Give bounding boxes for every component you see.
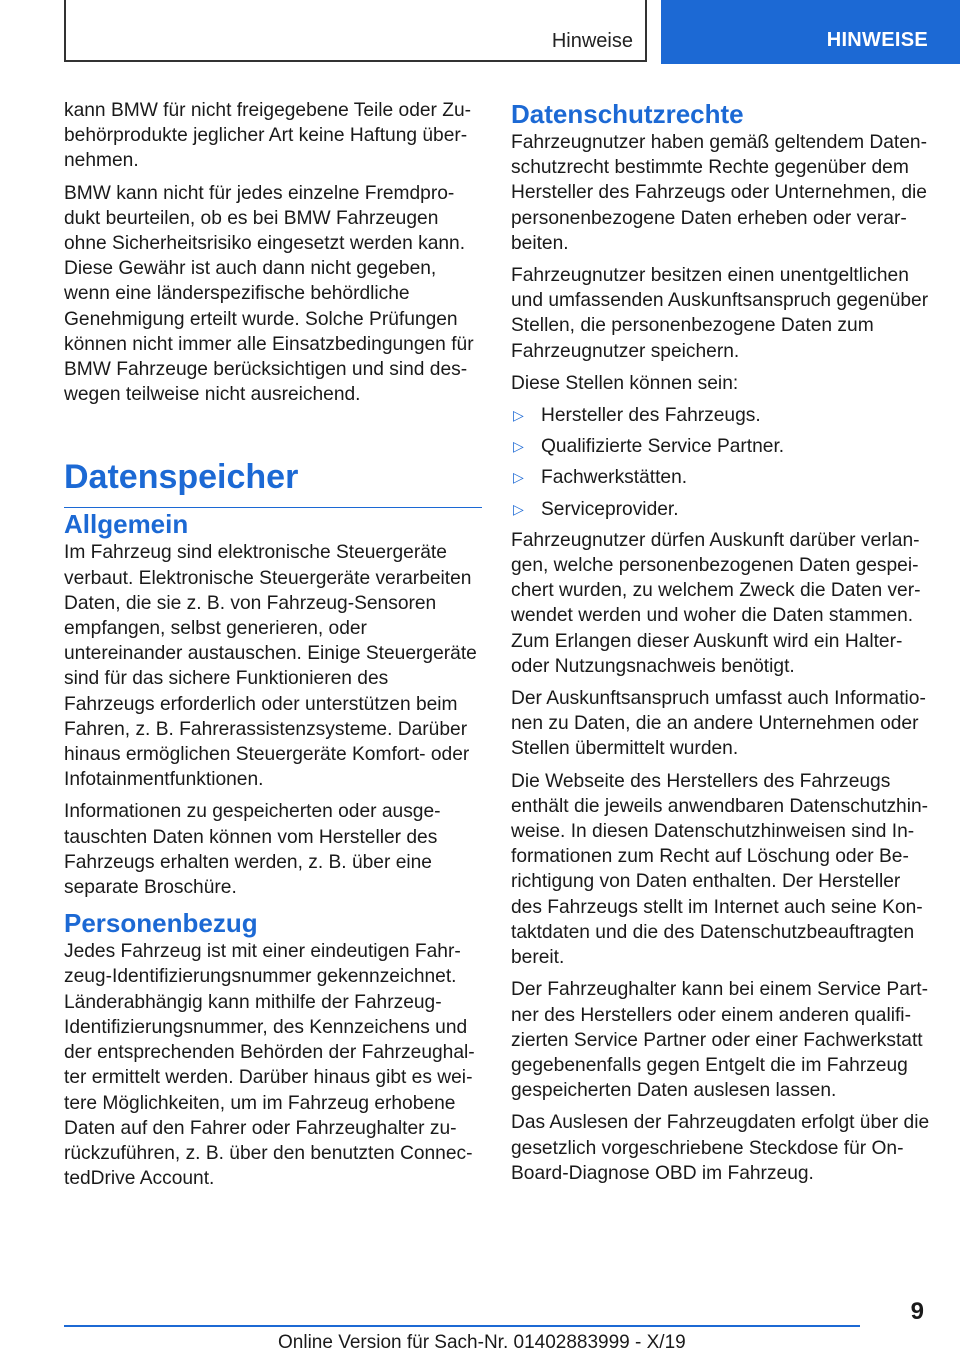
triangle-bullet-icon: ▷ — [513, 469, 524, 486]
body-paragraph: Der Fahrzeughalter kann bei einem Service Partner des Herstellers oder einem anderen qualifizierten Service Partner oder einer Fachwerkstatt gegebenenfalls gegen Entgelt die im Fahrzeug gespeicherten Daten auslesen lassen. — [511, 979, 928, 1102]
intro-paragraph: BMW kann nicht für jedes einzelne Fremdprodukt beurteilen, ob es bei BMW Fahrzeugen ohne Sicherheitsrisiko eingesetzt werden kann. Diese Gewähr ist auch dann nicht gegeben, wenn eine länderspezifische behördliche Genehmigung erteilt wurde. Solche Prüfungen können nicht immer alle Einsatzbedingungen für BMW Fahrzeuge berücksichtigen und sind deswegen teilweise nicht ausreichend. — [64, 182, 474, 406]
footer-version-text: Online Version für Sach-Nr. 01402883999 - X/19 — [278, 1332, 686, 1353]
list-item-text: Hersteller des Fahrzeugs. — [541, 405, 761, 427]
list-item-text: Serviceprovider. — [541, 498, 679, 520]
intro-paragraph: kann BMW für nicht freigegebene Teile oder Zubehörprodukte jeglicher Art keine Haftung übernehmen. — [64, 100, 472, 172]
body-paragraph: Diese Stellen können sein: — [511, 372, 739, 394]
list-item-text: Fachwerkstätten. — [541, 467, 688, 489]
stellen-list — [511, 403, 931, 522]
body-paragraph: Im Fahrzeug sind elektronische Steuergeräte verbaut. Elektronische Steuergeräte verarbeiten Daten, die sie z. B. von Fahrzeug-Sensoren empfangen, selbst generieren, oder untereinander austauschen. Einige Steuergeräte sind für das sichere Funktionieren des Fahrzeugs erforderlich oder unterstützen beim Fahren, z. B. Fahrerassistenzsysteme. Darüber hinaus ermöglichen Steuergeräte Komfort- oder Infotainmentfunktionen. — [64, 542, 477, 791]
section-heading-datenschutzrechte: Datenschutzrechte — [511, 99, 744, 129]
list-item-text: Qualifizierte Service Partner. — [541, 436, 785, 458]
body-paragraph: Das Auslesen der Fahrzeugdaten erfolgt über die gesetzlich vorgeschriebene Steckdose für On-Board-Diagnose OBD im Fahrzeug. — [511, 1112, 930, 1184]
header-chapter-tab — [661, 0, 960, 64]
body-paragraph: Die Webseite des Herstellers des Fahrzeugs enthält die jeweils anwendbaren Datenschutzhinweise. In diesen Datenschutzhinweisen sind Informationen zum Recht auf Löschung oder Berichtigung von Daten enthalten. Der Hersteller des Fahrzeugs stellt im Internet auch seine Kontaktdaten und die des Datenschutzbeauftragten bereit. — [511, 770, 929, 969]
left-column — [64, 98, 482, 1198]
header-section-label: Hinweise — [551, 30, 633, 52]
body-paragraph: Jedes Fahrzeug ist mit einer eindeutigen Fahrzeug-Identifizierungsnummer gekennzeichnet. Länderabhängig kann mithilfe der Fahrzeug-Identifizierungsnummer, des Kennzeichens und der entsprechenden Behörden der Fahrzeughalter ermittelt werden. Darüber hinaus gibt es weitere Möglichkeiten, um im Fahrzeug erhobene Daten auf den Fahrer oder Fahrzeughalter zurückzuführen, z. B. über den benutzten ConnectedDrive Account. — [64, 941, 475, 1190]
section-heading-personenbezug: Personenbezug — [64, 908, 258, 939]
header-section-box — [64, 0, 647, 62]
list-item — [511, 403, 931, 428]
body-paragraph: Informationen zu gespeicherten oder ausgetauschten Daten können vom Hersteller des Fahrzeugs erhalten werden, z. B. über eine separate Broschüre. — [64, 801, 441, 899]
triangle-bullet-icon: ▷ — [513, 407, 524, 424]
header-chapter-label: HINWEISE — [826, 29, 928, 51]
triangle-bullet-icon: ▷ — [513, 438, 524, 455]
section-heading-allgemein: Allgemein — [64, 509, 189, 540]
chapter-title: Datenspeicher — [64, 457, 482, 508]
body-paragraph: Fahrzeugnutzer haben gemäß geltendem Datenschutzrecht bestimmte Rechte gegenüber dem Hersteller des Fahrzeugs oder Unternehmen, die personenbezogene Daten erheben oder verarbeiten. — [511, 132, 927, 254]
body-paragraph: Fahrzeugnutzer besitzen einen unentgeltlichen und umfassenden Auskunftsanspruch gegenüber Stellen, die personenbezogene Daten zum Fahrzeugnutzer speichern. — [511, 265, 929, 362]
body-paragraph: Der Auskunftsanspruch umfasst auch Informationen zu Daten, die an andere Unternehmen oder Stellen übermittelt wurden. — [511, 688, 926, 760]
triangle-bullet-icon: ▷ — [513, 500, 524, 517]
list-item — [511, 497, 931, 522]
right-column — [511, 98, 931, 1193]
list-item — [511, 465, 931, 490]
footer-divider — [64, 1325, 860, 1327]
body-paragraph: Fahrzeugnutzer dürfen Auskunft darüber verlangen, welche personenbezogenen Daten gespeichert wurden, zu welchem Zweck die Daten verwendet werden und woher die Daten stammen. Zum Erlangen dieser Auskunft wird ein Halter- oder Nutzungsnachweis benötigt. — [511, 529, 921, 677]
list-item — [511, 434, 931, 459]
page-number: 9 — [910, 1298, 924, 1325]
